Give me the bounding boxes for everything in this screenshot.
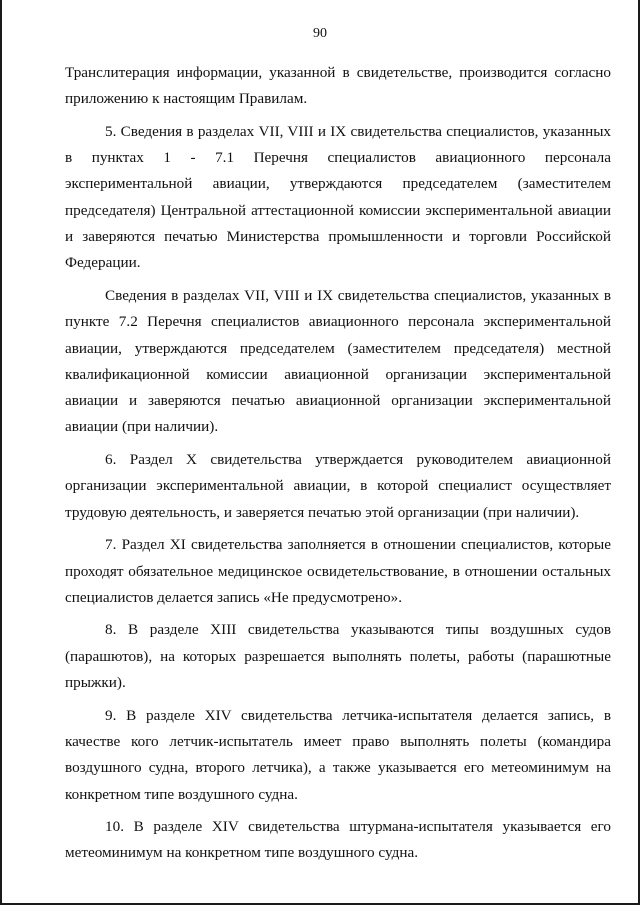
- paragraph-item-7: 7. Раздел XI свидетельства заполняется в отношении специалистов, которые проходят обязательное медицинское освидетельствование, в отношении остальных специалистов делается запись «Не предусмотрено».: [65, 536, 611, 606]
- paragraph-item-9: 9. В разделе XIV свидетельства летчика-испытателя делается запись, в качестве кого летчик-испытатель имеет право выполнять полеты (командира воздушного судна, второго летчика), а также указывается его метеоминимум на конкретном типе воздушного судна.: [65, 706, 611, 803]
- paragraph-item-5-continued: Сведения в разделах VII, VIII и IX свидетельства специалистов, указанных в пункте 7.2 Перечня специалистов авиационного персонала экспериментальной авиации, утверждаются председателем (заместителем председателя) местной квалификационной комиссии авиационной организации экспериментальной авиации и заверяются печатью авиационной организации экспериментальной авиации (при наличии).: [65, 286, 611, 436]
- paragraph-transliteration: Транслитерация информации, указанной в свидетельстве, производится согласно приложению к настоящим Правилам.: [65, 64, 611, 108]
- page-number: 90: [313, 26, 327, 41]
- paragraph-item-8: 8. В разделе XIII свидетельства указываются типы воздушных судов (парашютов), на которых разрешается выполнять полеты, работы (парашютные прыжки).: [65, 621, 611, 692]
- paragraph-item-10: 10. В разделе XIV свидетельства штурмана-испытателя указывается его метеоминимум на конкретном типе воздушного судна.: [65, 818, 611, 862]
- paragraph-item-5: 5. Сведения в разделах VII, VIII и IX свидетельства специалистов, указанных в пунктах 1 - 7.1 Перечня специалистов авиационного персонала экспериментальной авиации, утверждаются председателем (заместителем председателя) Центральной аттестационной комиссии экспериментальной авиации и заверяются печатью Министерства промышленности и торговли Российской Федерации.: [65, 122, 611, 272]
- document-body: [65, 60, 611, 873]
- paragraph-item-6: 6. Раздел X свидетельства утверждается руководителем авиационной организации экспериментальной авиации, в которой специалист осуществляет трудовую деятельность, и заверяется печатью этой организации (при наличии).: [65, 451, 611, 521]
